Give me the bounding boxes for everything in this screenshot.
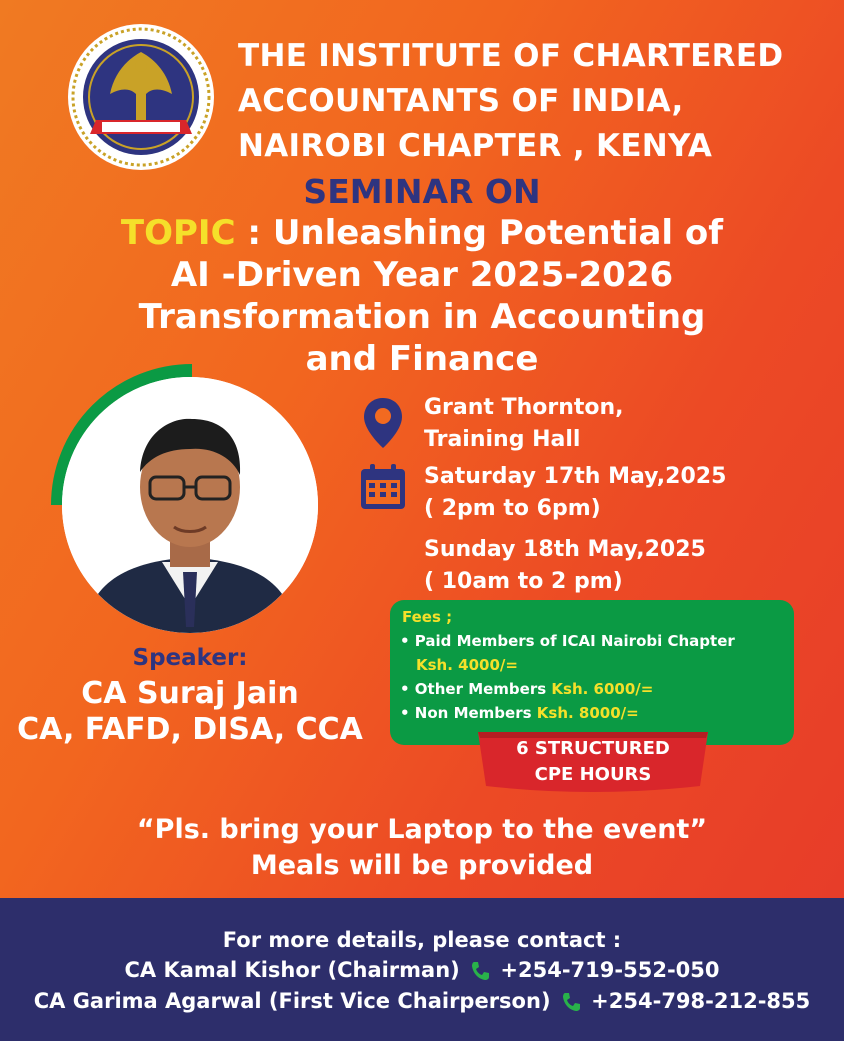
fees-box <box>390 600 794 745</box>
contact-footer <box>0 898 844 1041</box>
speaker-qualifications: CA, FAFD, DISA, CCA <box>17 712 363 747</box>
venue-block <box>424 392 624 456</box>
day-2-date: Sunday 18th May,2025 <box>424 537 706 562</box>
organization-name <box>238 34 818 169</box>
schedule-day-1 <box>424 461 726 525</box>
fee-item-3-amount: Ksh. 8000/= <box>536 704 639 722</box>
fee-item-3-label: • Non Members <box>400 704 537 722</box>
org-line-2: ACCOUNTANTS OF INDIA, <box>238 83 684 119</box>
speaker-heading: Speaker: <box>132 645 248 671</box>
fee-item-2-label: • Other Members <box>400 680 552 698</box>
day-2-time: ( 10am to 2 pm) <box>424 569 623 594</box>
speaker-photo <box>62 377 318 633</box>
phone-icon <box>469 959 491 983</box>
topic-line-1: : Unleashing Potential of <box>235 213 724 253</box>
laptop-note: “Pls. bring your Laptop to the event” <box>136 814 708 845</box>
fee-item-2-amount: Ksh. 6000/= <box>551 680 654 698</box>
contact-heading: For more details, please contact : <box>222 928 622 952</box>
topic-line-3: Transformation in Accounting <box>138 297 706 337</box>
day-1-time: ( 2pm to 6pm) <box>424 496 601 521</box>
speaker-name: CA Suraj Jain <box>81 676 299 711</box>
seminar-heading: SEMINAR ON <box>303 172 541 211</box>
venue-line-1: Grant Thornton, <box>424 395 624 420</box>
calendar-icon <box>358 462 408 512</box>
fee-item-1-label: • Paid Members of ICAI Nairobi Chapter <box>400 632 735 650</box>
contact-row-1 <box>0 958 844 983</box>
venue-line-2: Training Hall <box>424 427 581 452</box>
cpe-line-1: 6 STRUCTURED <box>516 738 670 759</box>
location-pin-icon <box>362 396 404 450</box>
contact-2-name: CA Garima Agarwal (First Vice Chairperson) <box>33 989 551 1013</box>
schedule-day-2 <box>424 534 706 598</box>
topic-label: TOPIC <box>120 213 236 253</box>
meals-note: Meals will be provided <box>250 850 594 881</box>
contact-row-2 <box>0 989 844 1014</box>
org-line-3: NAIROBI CHAPTER , KENYA <box>238 128 713 164</box>
icai-emblem-icon <box>66 22 216 172</box>
org-line-1: THE INSTITUTE OF CHARTERED <box>238 38 784 74</box>
cpe-line-2: CPE HOURS <box>534 764 652 785</box>
contact-2-phone[interactable]: +254-798-212-855 <box>591 989 811 1013</box>
contact-1-phone[interactable]: +254-719-552-050 <box>500 958 720 982</box>
phone-icon <box>560 990 582 1014</box>
contact-1-name: CA Kamal Kishor (Chairman) <box>124 958 460 982</box>
day-1-date: Saturday 17th May,2025 <box>424 464 727 489</box>
fees-heading: Fees ; <box>402 608 453 626</box>
speaker-portrait <box>62 377 318 633</box>
topic-line-4: and Finance <box>305 339 539 379</box>
fee-item-1-amount: Ksh. 4000/= <box>416 656 518 674</box>
topic-line-2: AI -Driven Year 2025-2026 <box>170 255 674 295</box>
cpe-hours-badge <box>474 728 712 798</box>
notes-block <box>0 812 844 884</box>
